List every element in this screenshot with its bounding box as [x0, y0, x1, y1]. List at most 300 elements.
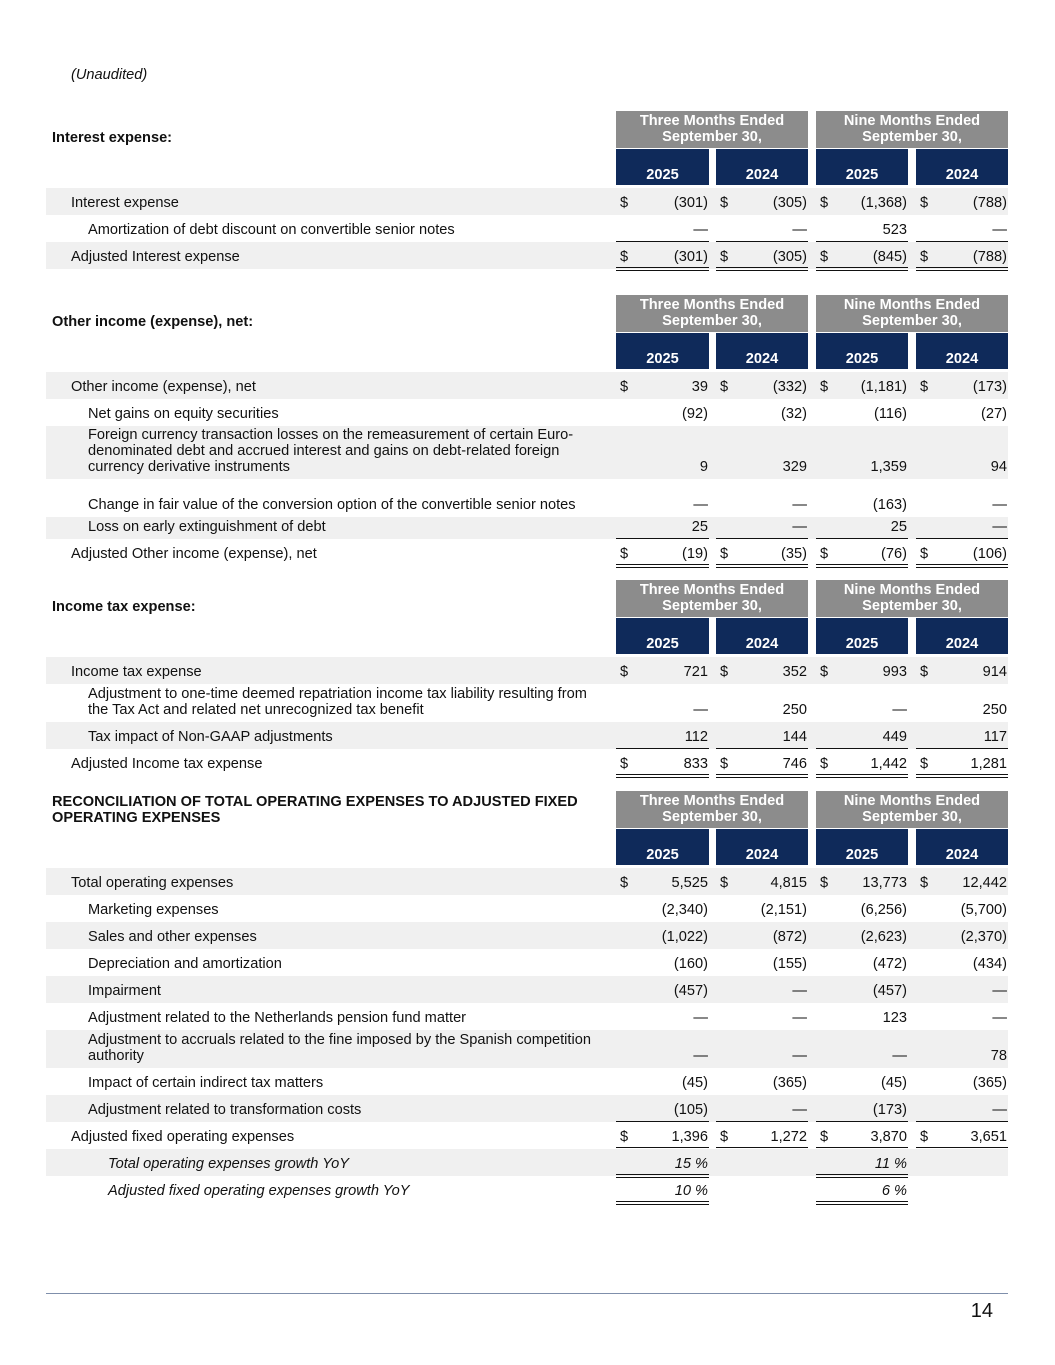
cell-value: —: [992, 983, 1007, 999]
cell-value: 9: [699, 459, 708, 475]
value-cell: [816, 729, 908, 745]
year-header: 2024: [916, 618, 1008, 654]
cell-value: —: [693, 497, 708, 513]
value-cell: [816, 929, 908, 945]
table-row: [46, 657, 1008, 684]
cell-value: 15 %: [674, 1156, 708, 1172]
row-label: Total operating expenses growth YoY: [108, 1156, 349, 1172]
cell-value: —: [992, 1010, 1007, 1026]
row-label: Marketing expenses: [88, 902, 219, 918]
cell-value: 329: [782, 459, 807, 475]
table-row: [46, 1030, 1008, 1068]
cell-value: 144: [782, 729, 807, 745]
total-double-underline: [916, 267, 1008, 271]
three-months-header: Three Months Ended September 30,: [616, 580, 808, 617]
cell-value: 1,396: [671, 1129, 708, 1145]
row-label: Amortization of debt discount on convertible senior notes: [88, 222, 455, 238]
row-label: Other income (expense), net: [71, 379, 256, 395]
cell-value: 523: [882, 222, 907, 238]
three-months-header: Three Months Ended September 30,: [616, 111, 808, 148]
currency-symbol: $: [920, 756, 929, 772]
table-header: [46, 111, 1008, 188]
value-cell: [716, 519, 808, 535]
value-cell: [716, 1010, 808, 1026]
cell-value: —: [792, 519, 807, 535]
cell-value: (472): [872, 956, 907, 972]
total-double-underline: [616, 564, 709, 568]
year-header: 2025: [816, 149, 908, 185]
cell-value: (5,700): [960, 902, 1007, 918]
value-cell: [916, 702, 1008, 718]
year-header: 2024: [716, 829, 808, 865]
currency-symbol: $: [920, 249, 929, 265]
cell-value: (105): [673, 1102, 708, 1118]
cell-value: (1,181): [860, 379, 907, 395]
cell-value: (155): [772, 956, 807, 972]
cell-value: —: [693, 702, 708, 718]
cell-value: 10 %: [674, 1183, 708, 1199]
cell-value: (6,256): [860, 902, 907, 918]
table-row: [46, 426, 1008, 479]
year-header: 2025: [616, 149, 709, 185]
value-cell: [916, 1048, 1008, 1064]
value-cell: [816, 1010, 908, 1026]
footer-divider: [46, 1293, 1008, 1294]
row-label: Net gains on equity securities: [88, 406, 279, 422]
value-cell: [816, 222, 908, 238]
currency-symbol: $: [720, 546, 729, 562]
value-cell: [616, 664, 709, 680]
three-months-header: Three Months Ended September 30,: [616, 295, 808, 332]
year-header: 2025: [616, 829, 709, 865]
value-cell: [616, 875, 709, 891]
value-cell: [716, 756, 808, 772]
value-cell: [916, 664, 1008, 680]
cell-value: (2,340): [661, 902, 708, 918]
cell-value: (163): [872, 497, 907, 513]
cell-value: 3,870: [870, 1129, 907, 1145]
cell-value: 1,442: [870, 756, 907, 772]
currency-symbol: $: [620, 379, 629, 395]
table-row: [46, 372, 1008, 399]
table-row: [46, 539, 1008, 566]
row-label: Adjustment related to transformation costs: [88, 1102, 362, 1118]
nine-months-header: Nine Months Ended September 30,: [816, 580, 1008, 617]
section-title: Income tax expense:: [52, 599, 196, 615]
currency-symbol: $: [820, 875, 829, 891]
cell-value: (2,623): [860, 929, 907, 945]
year-header: 2025: [616, 618, 709, 654]
value-cell: [916, 249, 1008, 265]
total-double-underline: [716, 564, 808, 568]
value-cell: [616, 222, 709, 238]
currency-symbol: $: [920, 1129, 929, 1145]
table-row: [46, 749, 1008, 776]
value-cell: [916, 756, 1008, 772]
cell-value: —: [992, 519, 1007, 535]
value-cell: [916, 1075, 1008, 1091]
currency-symbol: $: [820, 195, 829, 211]
cell-value: (305): [772, 195, 807, 211]
cell-value: —: [693, 1048, 708, 1064]
value-cell: [916, 1183, 1008, 1199]
value-cell: [716, 702, 808, 718]
value-cell: [616, 956, 709, 972]
value-cell: [616, 406, 709, 422]
section-title: Other income (expense), net:: [52, 314, 254, 330]
value-cell: [816, 902, 908, 918]
value-cell: [716, 249, 808, 265]
value-cell: [716, 195, 808, 211]
value-cell: [616, 519, 709, 535]
currency-symbol: $: [720, 195, 729, 211]
value-cell: [616, 929, 709, 945]
currency-symbol: $: [920, 546, 929, 562]
value-cell: [716, 875, 808, 891]
cell-value: (301): [673, 249, 708, 265]
value-cell: [716, 664, 808, 680]
value-cell: [816, 379, 908, 395]
cell-value: —: [992, 497, 1007, 513]
value-cell: [716, 902, 808, 918]
cell-value: 4,815: [770, 875, 807, 891]
cell-value: (32): [781, 406, 807, 422]
section-title: RECONCILIATION OF TOTAL OPERATING EXPENSES TO ADJUSTED FIXED OPERATING EXPENSES: [52, 794, 578, 826]
table-header: [46, 791, 1008, 868]
cell-value: (365): [972, 1075, 1007, 1091]
cell-value: 12,442: [962, 875, 1007, 891]
nine-months-header: Nine Months Ended September 30,: [816, 791, 1008, 828]
table-row: [46, 1176, 1008, 1203]
currency-symbol: $: [820, 664, 829, 680]
cell-value: (173): [872, 1102, 907, 1118]
cell-value: (92): [682, 406, 708, 422]
other-section: [46, 295, 1008, 566]
table-row: [46, 1122, 1008, 1149]
cell-value: —: [992, 222, 1007, 238]
value-cell: [616, 902, 709, 918]
currency-symbol: $: [820, 249, 829, 265]
year-header: 2025: [816, 829, 908, 865]
row-label: Adjustment related to the Netherlands pension fund matter: [88, 1010, 467, 1026]
cell-value: 250: [982, 702, 1007, 718]
value-cell: [616, 1048, 709, 1064]
row-label: Depreciation and amortization: [88, 956, 282, 972]
value-cell: [716, 1075, 808, 1091]
cell-value: 25: [890, 519, 907, 535]
row-label: Loss on early extinguishment of debt: [88, 519, 326, 535]
value-cell: [616, 546, 709, 562]
value-cell: [616, 1156, 709, 1172]
value-cell: [816, 1075, 908, 1091]
cell-value: 11 %: [874, 1156, 907, 1172]
table-row: [46, 1003, 1008, 1030]
cell-value: 13,773: [862, 875, 907, 891]
cell-value: —: [792, 1010, 807, 1026]
value-cell: [616, 1102, 709, 1118]
total-double-underline: [716, 774, 808, 778]
cell-value: (27): [981, 406, 1007, 422]
value-cell: [616, 195, 709, 211]
value-cell: [916, 379, 1008, 395]
nine-months-header: Nine Months Ended September 30,: [816, 111, 1008, 148]
currency-symbol: $: [720, 249, 729, 265]
table-row: [46, 1068, 1008, 1095]
cell-value: —: [693, 1010, 708, 1026]
cell-value: 914: [982, 664, 1007, 680]
currency-symbol: $: [720, 1129, 729, 1145]
cell-value: 746: [782, 756, 807, 772]
value-cell: [716, 1156, 808, 1172]
value-cell: [816, 983, 908, 999]
value-cell: [616, 756, 709, 772]
value-cell: [616, 1075, 709, 1091]
currency-symbol: $: [820, 546, 829, 562]
year-header: 2024: [716, 149, 808, 185]
cell-value: (35): [781, 546, 807, 562]
value-cell: [616, 702, 709, 718]
year-header: 2025: [816, 333, 908, 369]
value-cell: [616, 1129, 709, 1145]
value-cell: [816, 1183, 908, 1199]
value-cell: [916, 929, 1008, 945]
row-label: Total operating expenses: [71, 875, 234, 891]
year-header: 2025: [816, 618, 908, 654]
value-cell: [816, 1129, 908, 1145]
cell-value: (45): [682, 1075, 708, 1091]
value-cell: [616, 1010, 709, 1026]
cell-value: 6 %: [881, 1183, 907, 1199]
value-cell: [916, 983, 1008, 999]
row-label: Income tax expense: [71, 664, 202, 680]
value-cell: [716, 222, 808, 238]
table-row: [46, 1095, 1008, 1122]
value-cell: [916, 729, 1008, 745]
cell-value: 721: [683, 664, 708, 680]
cell-value: —: [892, 702, 907, 718]
value-cell: [816, 546, 908, 562]
cell-value: 1,272: [770, 1129, 807, 1145]
value-cell: [816, 406, 908, 422]
table-row: [46, 1149, 1008, 1176]
year-header: 2024: [916, 149, 1008, 185]
cell-value: (457): [872, 983, 907, 999]
cell-value: —: [792, 497, 807, 513]
total-double-underline: [716, 267, 808, 271]
currency-symbol: $: [620, 875, 629, 891]
cell-value: (19): [682, 546, 708, 562]
currency-symbol: $: [620, 756, 629, 772]
cell-value: (2,370): [960, 929, 1007, 945]
table-row: [46, 399, 1008, 426]
value-cell: [816, 956, 908, 972]
cell-value: (332): [772, 379, 807, 395]
cell-value: (173): [972, 379, 1007, 395]
unaudited-note: (Unaudited): [71, 67, 148, 83]
value-cell: [916, 497, 1008, 513]
cell-value: —: [792, 983, 807, 999]
value-cell: [816, 702, 908, 718]
cell-value: (45): [881, 1075, 907, 1091]
value-cell: [816, 249, 908, 265]
table-row: [46, 684, 1008, 722]
currency-symbol: $: [720, 756, 729, 772]
cell-value: 1,359: [870, 459, 907, 475]
table-row: [46, 949, 1008, 976]
row-label: Sales and other expenses: [88, 929, 257, 945]
cell-value: (2,151): [760, 902, 807, 918]
value-cell: [916, 406, 1008, 422]
row-label: Impairment: [88, 983, 161, 999]
cell-value: 25: [691, 519, 708, 535]
currency-symbol: $: [720, 664, 729, 680]
value-cell: [716, 459, 808, 475]
tax-section: [46, 580, 1008, 776]
cell-value: (1,022): [661, 929, 708, 945]
year-header: 2025: [616, 333, 709, 369]
table-row: [46, 517, 1008, 539]
table-row: [46, 922, 1008, 949]
year-header: 2024: [916, 829, 1008, 865]
currency-symbol: $: [920, 875, 929, 891]
value-cell: [816, 664, 908, 680]
currency-symbol: $: [620, 249, 629, 265]
value-cell: [816, 519, 908, 535]
cell-value: 3,651: [970, 1129, 1007, 1145]
value-cell: [716, 729, 808, 745]
value-cell: [916, 875, 1008, 891]
currency-symbol: $: [620, 546, 629, 562]
cell-value: (1,368): [860, 195, 907, 211]
cell-value: (788): [972, 195, 1007, 211]
total-double-underline: [616, 267, 709, 271]
table-row: [46, 976, 1008, 1003]
value-cell: [916, 459, 1008, 475]
value-cell: [916, 1102, 1008, 1118]
cell-value: —: [892, 1048, 907, 1064]
cell-value: (116): [874, 406, 907, 422]
currency-symbol: $: [820, 1129, 829, 1145]
value-cell: [716, 497, 808, 513]
cell-value: 833: [683, 756, 708, 772]
value-cell: [816, 1048, 908, 1064]
cell-value: (76): [881, 546, 907, 562]
currency-symbol: $: [620, 664, 629, 680]
value-cell: [916, 195, 1008, 211]
row-label: Impact of certain indirect tax matters: [88, 1075, 324, 1091]
year-header: 2024: [716, 333, 808, 369]
cell-value: 39: [691, 379, 708, 395]
cell-value: (365): [772, 1075, 807, 1091]
cell-value: (434): [972, 956, 1007, 972]
cell-value: (788): [972, 249, 1007, 265]
value-cell: [816, 459, 908, 475]
value-cell: [916, 902, 1008, 918]
currency-symbol: $: [720, 875, 729, 891]
cell-value: (845): [872, 249, 907, 265]
opex-section: [46, 791, 1008, 1203]
value-cell: [816, 1156, 908, 1172]
value-cell: [816, 756, 908, 772]
table-header: [46, 580, 1008, 657]
year-header: 2024: [716, 618, 808, 654]
value-cell: [616, 729, 709, 745]
currency-symbol: $: [820, 379, 829, 395]
row-label: Adjusted fixed operating expenses growth YoY: [108, 1183, 410, 1199]
currency-symbol: $: [620, 1129, 629, 1145]
value-cell: [616, 379, 709, 395]
cell-value: 112: [684, 729, 708, 745]
cell-value: —: [792, 222, 807, 238]
total-double-underline: [816, 1201, 908, 1205]
row-label: Tax impact of Non-GAAP adjustments: [88, 729, 333, 745]
cell-value: 117: [983, 729, 1007, 745]
cell-value: —: [992, 1102, 1007, 1118]
table-row: [46, 895, 1008, 922]
cell-value: —: [792, 1102, 807, 1118]
cell-value: 123: [882, 1010, 907, 1026]
total-double-underline: [616, 1201, 709, 1205]
row-label: Foreign currency transaction losses on the remeasurement of certain Euro-denominated debt and accrued interest and gains on debt-related foreign currency derivative instruments: [88, 427, 574, 475]
value-cell: [716, 546, 808, 562]
currency-symbol: $: [620, 195, 629, 211]
cell-value: 449: [882, 729, 907, 745]
value-cell: [716, 379, 808, 395]
row-label: Interest expense: [71, 195, 179, 211]
row-label: Adjusted Other income (expense), net: [71, 546, 317, 562]
nine-months-header: Nine Months Ended September 30,: [816, 295, 1008, 332]
value-cell: [716, 1129, 808, 1145]
currency-symbol: $: [820, 756, 829, 772]
value-cell: [716, 929, 808, 945]
value-cell: [916, 519, 1008, 535]
value-cell: [816, 195, 908, 211]
value-cell: [616, 459, 709, 475]
table-row: [46, 479, 1008, 517]
cell-value: (457): [673, 983, 708, 999]
page-number: 14: [970, 1300, 993, 1322]
value-cell: [916, 546, 1008, 562]
table-row: [46, 242, 1008, 269]
value-cell: [816, 1102, 908, 1118]
value-cell: [616, 983, 709, 999]
cell-value: —: [693, 222, 708, 238]
cell-value: 250: [782, 702, 807, 718]
value-cell: [916, 1010, 1008, 1026]
cell-value: (305): [772, 249, 807, 265]
table-row: [46, 215, 1008, 242]
cell-value: (106): [972, 546, 1007, 562]
row-label: Adjusted Interest expense: [71, 249, 240, 265]
cell-value: 1,281: [970, 756, 1007, 772]
value-cell: [616, 249, 709, 265]
cell-value: 993: [882, 664, 907, 680]
table-header: [46, 295, 1008, 372]
interest-section: [46, 111, 1008, 269]
currency-symbol: $: [720, 379, 729, 395]
table-row: [46, 188, 1008, 215]
cell-value: 94: [990, 459, 1007, 475]
row-label: Adjusted Income tax expense: [71, 756, 263, 772]
total-double-underline: [916, 774, 1008, 778]
row-label: Adjusted fixed operating expenses: [71, 1129, 295, 1145]
currency-symbol: $: [920, 195, 929, 211]
total-double-underline: [816, 774, 908, 778]
value-cell: [716, 406, 808, 422]
year-header: 2024: [916, 333, 1008, 369]
cell-value: 352: [782, 664, 807, 680]
value-cell: [716, 983, 808, 999]
